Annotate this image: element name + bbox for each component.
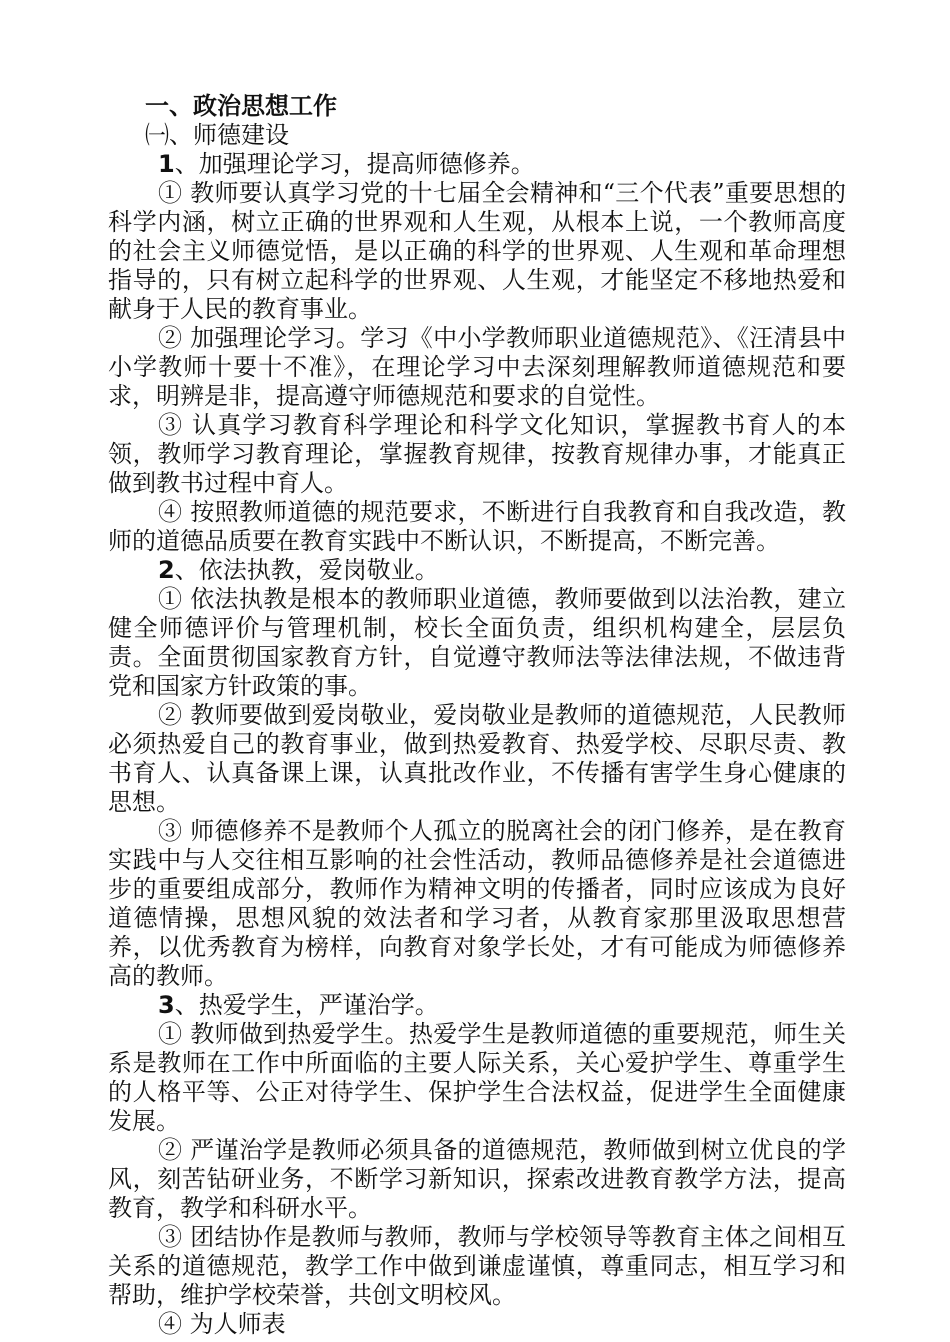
paragraph: ② 教师要做到爱岗敬业，爱岗敬业是教师的道德规范，人民教师必须热爱自己的教育事业，做到热爱教育、热爱学校、尽职尽责、教书育人、认真备课上课，认真批改作业，不传播有害学生身心健康的思想。 bbox=[108, 701, 846, 816]
section-number: 2 bbox=[158, 556, 175, 584]
section-title-text: 依法执教，爱岗敬业。 bbox=[198, 556, 439, 584]
section-3-title bbox=[108, 991, 846, 1020]
document-page bbox=[108, 92, 846, 1339]
section-title-text: 热爱学生，严谨治学。 bbox=[198, 991, 439, 1019]
section-separator: 、 bbox=[174, 991, 199, 1019]
section-number: 1 bbox=[158, 150, 175, 178]
main-heading: 一、政治思想工作 bbox=[145, 92, 337, 120]
paragraph: ② 严谨治学是教师必须具备的道德规范，教师做到树立优良的学风，刻苦钻研业务，不断学习新知识，探索改进教育教学方法，提高教育，教学和科研水平。 bbox=[108, 1136, 846, 1222]
paragraph: ③ 团结协作是教师与教师，教师与学校领导等教育主体之间相互关系的道德规范，教学工作中做到谦虚谨慎，尊重同志，相互学习和帮助，维护学校荣誉，共创文明校风。 bbox=[108, 1223, 846, 1309]
paragraph: ① 依法执教是根本的教师职业道德，教师要做到以法治教，建立健全师德评价与管理机制，校长全面负责，组织机构建全，层层负责。全面贯彻国家教育方针，自觉遵守教师法等法律法规，不做违背党和国家方针政策的事。 bbox=[108, 585, 846, 700]
paragraph: ③ 师德修养不是教师个人孤立的脱离社会的闭门修养，是在教育实践中与人交往相互影响的社会性活动，教师品德修养是社会道德进步的重要组成部分，教师作为精神文明的传播者，同时应该成为良好道德情操，思想风貌的效法者和学习者，从教育家那里汲取思想营养，以优秀教育为榜样，向教育对象学长处，才有可能成为师德修养高的教师。 bbox=[108, 817, 846, 990]
subheading: ㈠、师德建设 bbox=[145, 121, 289, 149]
section-1-title bbox=[108, 150, 846, 179]
paragraph: ① 教师要认真学习党的十七届全会精神和“三个代表”重要思想的科学内涵，树立正确的世界观和人生观，从根本上说，一个教师高度的社会主义师德觉悟，是以正确的科学的世界观、人生观和革命理想指导的，只有树立起科学的世界观、人生观，才能坚定不移地热爱和献身于人民的教育事业。 bbox=[108, 179, 846, 323]
section-separator: 、 bbox=[174, 150, 199, 178]
section-number: 3 bbox=[158, 991, 175, 1019]
section-separator: 、 bbox=[174, 556, 199, 584]
paragraph: ③ 认真学习教育科学理论和科学文化知识，掌握教书育人的本领，教师学习教育理论，掌握教育规律，按教育规律办事，才能真正做到教书过程中育人。 bbox=[108, 411, 846, 497]
paragraph: ④ 按照教师道德的规范要求，不断进行自我教育和自我改造，教师的道德品质要在教育实践中不断认识，不断提高，不断完善。 bbox=[108, 498, 846, 555]
paragraph: ② 加强理论学习。学习《中小学教师职业道德规范》、《汪清县中小学教师十要十不准》，在理论学习中去深刻理解教师道德规范和要求，明辨是非，提高遵守师德规范和要求的自觉性。 bbox=[108, 324, 846, 410]
paragraph: ④ 为人师表 bbox=[158, 1310, 286, 1338]
section-title-text: 加强理论学习，提高师德修养。 bbox=[198, 150, 535, 178]
paragraph: ① 教师做到热爱学生。热爱学生是教师道德的重要规范，师生关系是教师在工作中所面临的主要人际关系，关心爱护学生、尊重学生的人格平等、公正对待学生、保护学生合法权益，促进学生全面健康发展。 bbox=[108, 1020, 846, 1135]
section-2-title bbox=[108, 556, 846, 585]
